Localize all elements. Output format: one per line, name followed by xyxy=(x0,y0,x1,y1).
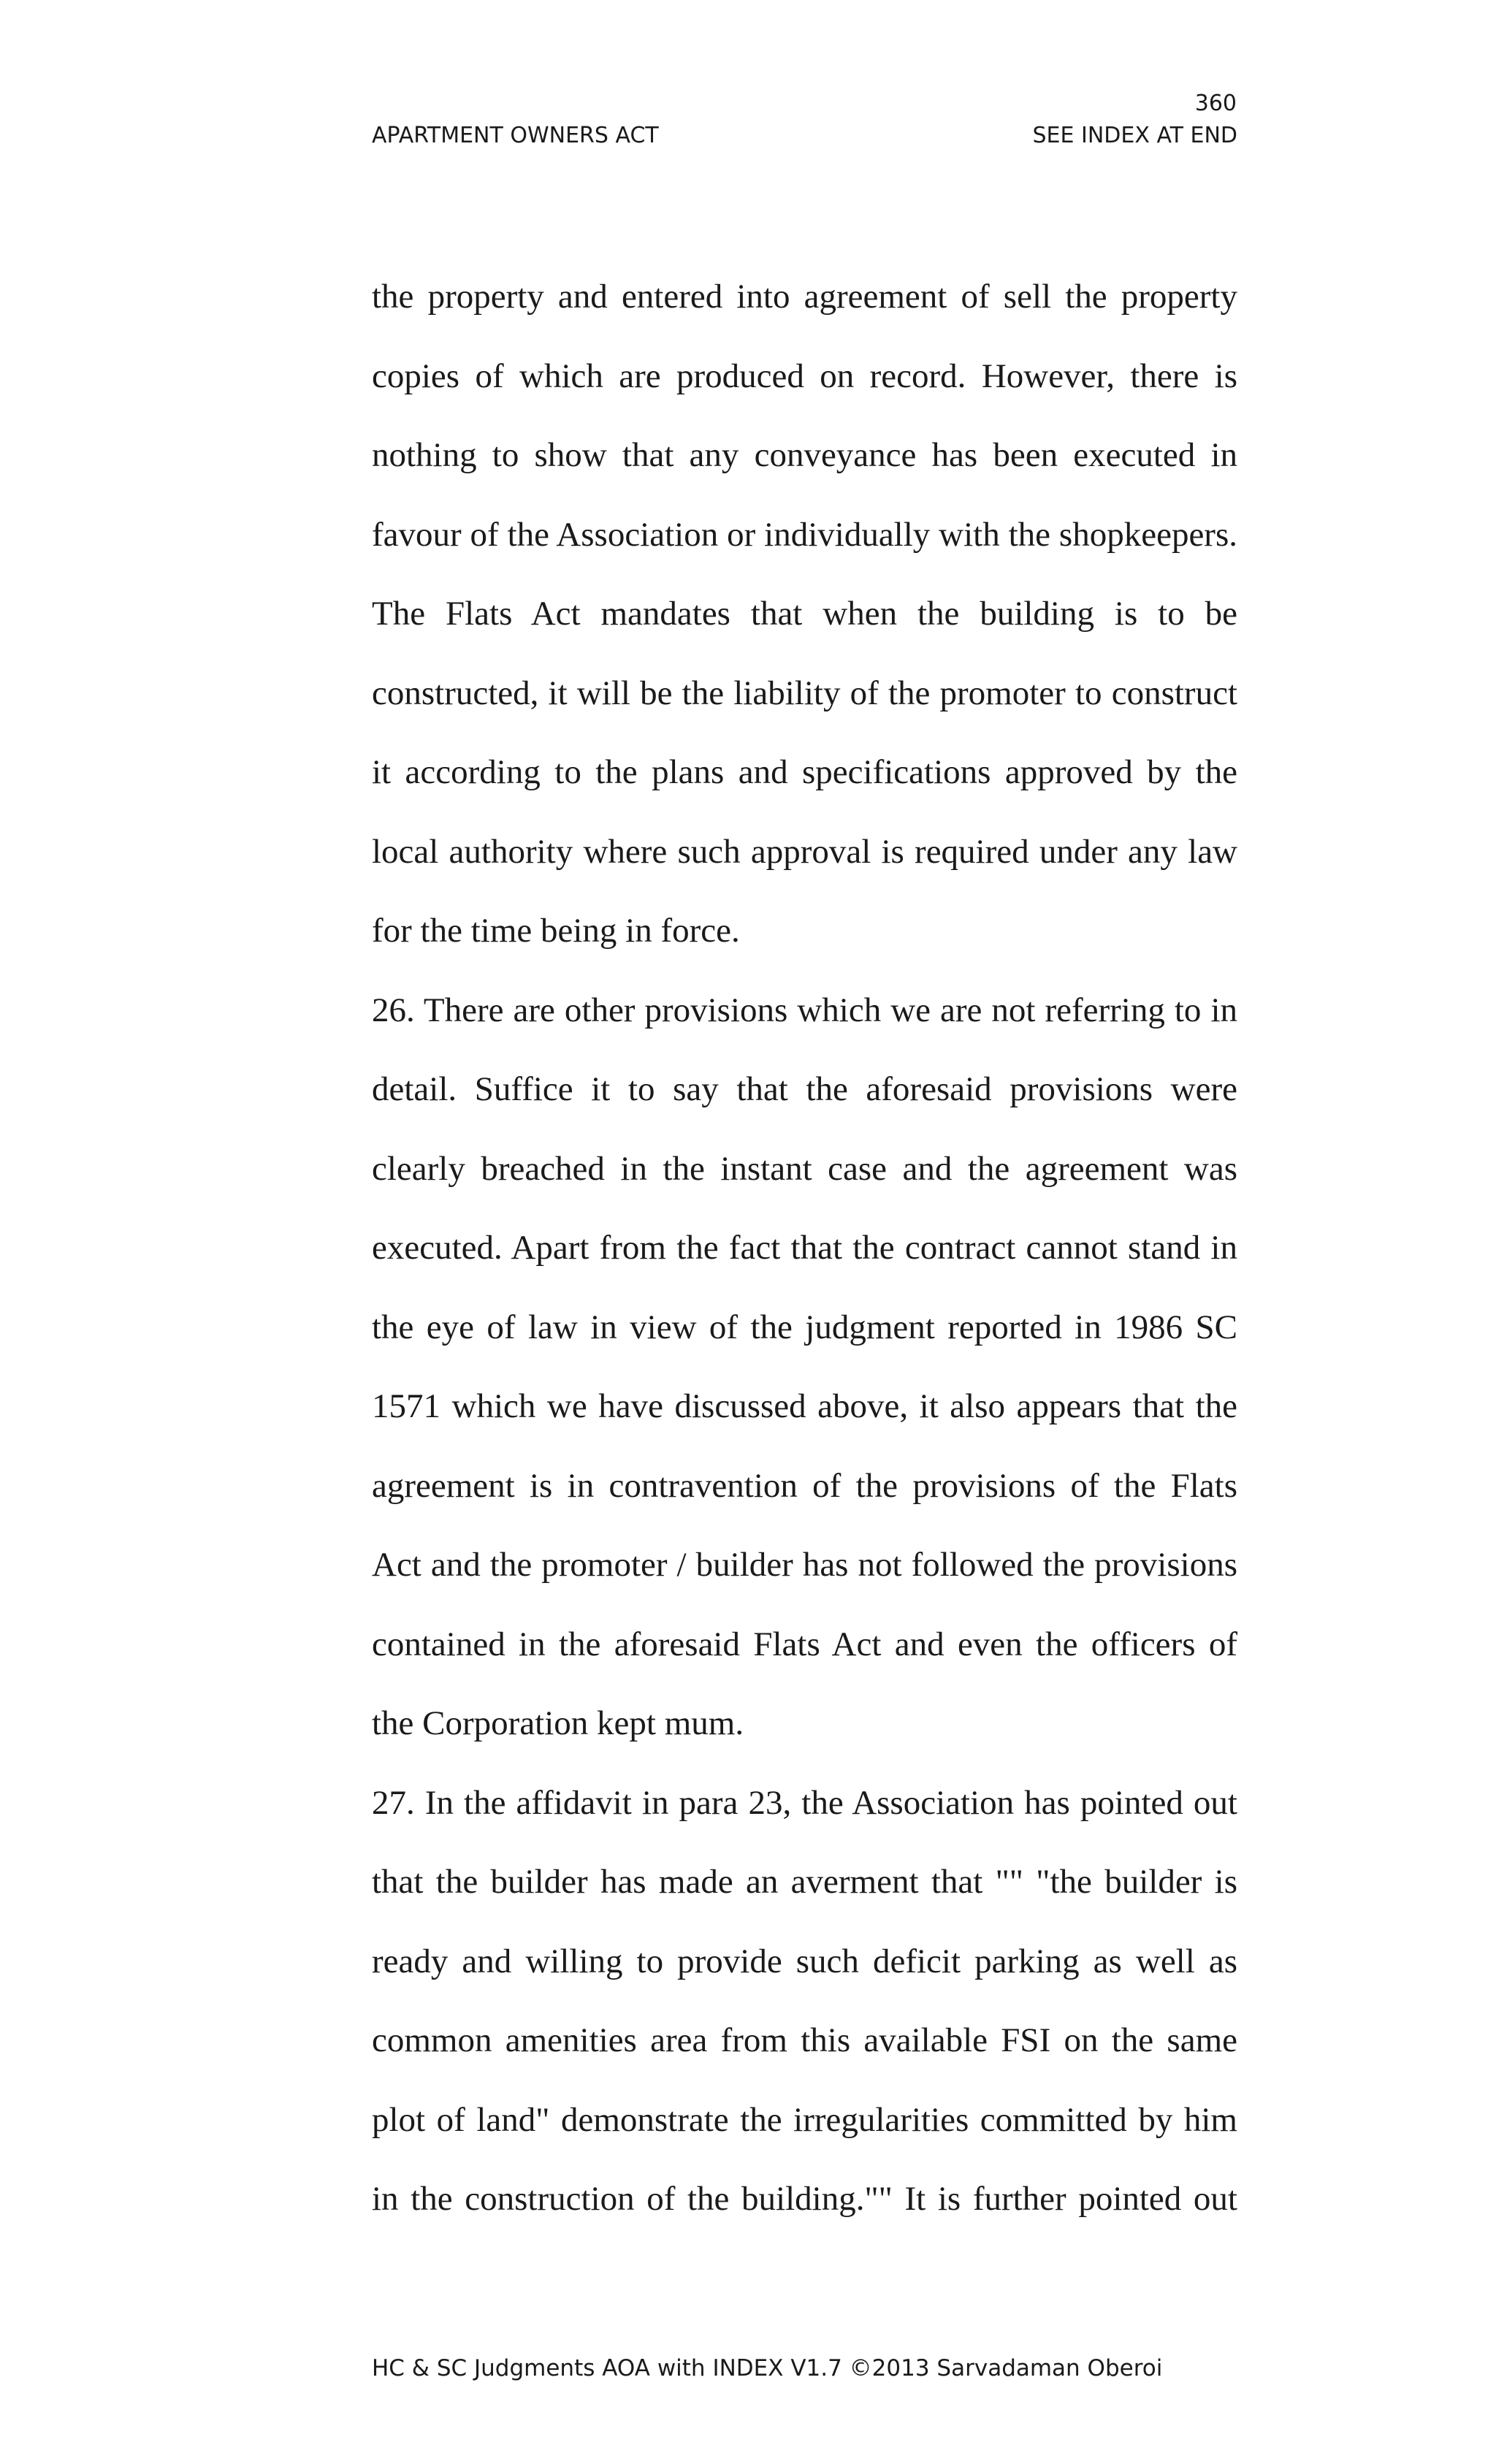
paragraph-27: 27. In the affidavit in para 23, the Association has pointed out that the builder has made an averment that "" "the builder is ready and willing to provide such deficit parking as well as common amenities area from this available FSI on the same plot of land" demonstrate the irregularities committed by him in the construction of the building."" It is further pointed out xyxy=(372,1783,1237,2218)
page-number: 360 xyxy=(1194,91,1237,116)
header-right-title: SEE INDEX AT END xyxy=(1032,123,1237,148)
running-header xyxy=(372,121,1237,150)
page-footer: HC & SC Judgments AOA with INDEX V1.7 ©2013 Sarvadaman Oberoi xyxy=(372,2355,1163,2381)
paragraph-continuation: the property and entered into agreement of sell the property copies of which are produced on record. However, there is nothing to show that any conveyance has been executed in favour of the Association or individually with the shopkeepers. The Flats Act mandates that when the building is to be constructed, it will be the liability of the promoter to construct it according to the plans and specifications approved by the local authority where such approval is required under any law for the time being in force. xyxy=(372,278,1237,950)
header-left-title: APARTMENT OWNERS ACT xyxy=(372,123,659,148)
paragraph-26: 26. There are other provisions which we are not referring to in detail. Suffice it to say that the aforesaid provisions were clearly breached in the instant case and the agreement was executed. Apart from the fact that the contract cannot stand in the eye of law in view of the judgment reported in 1986 SC 1571 which we have discussed above, it also appears that the agreement is in contravention of the provisions of the Flats Act and the promoter / builder has not followed the provisions contained in the aforesaid Flats Act and even the officers of the Corporation kept mum. xyxy=(372,991,1237,1742)
document-body xyxy=(372,257,1237,2239)
